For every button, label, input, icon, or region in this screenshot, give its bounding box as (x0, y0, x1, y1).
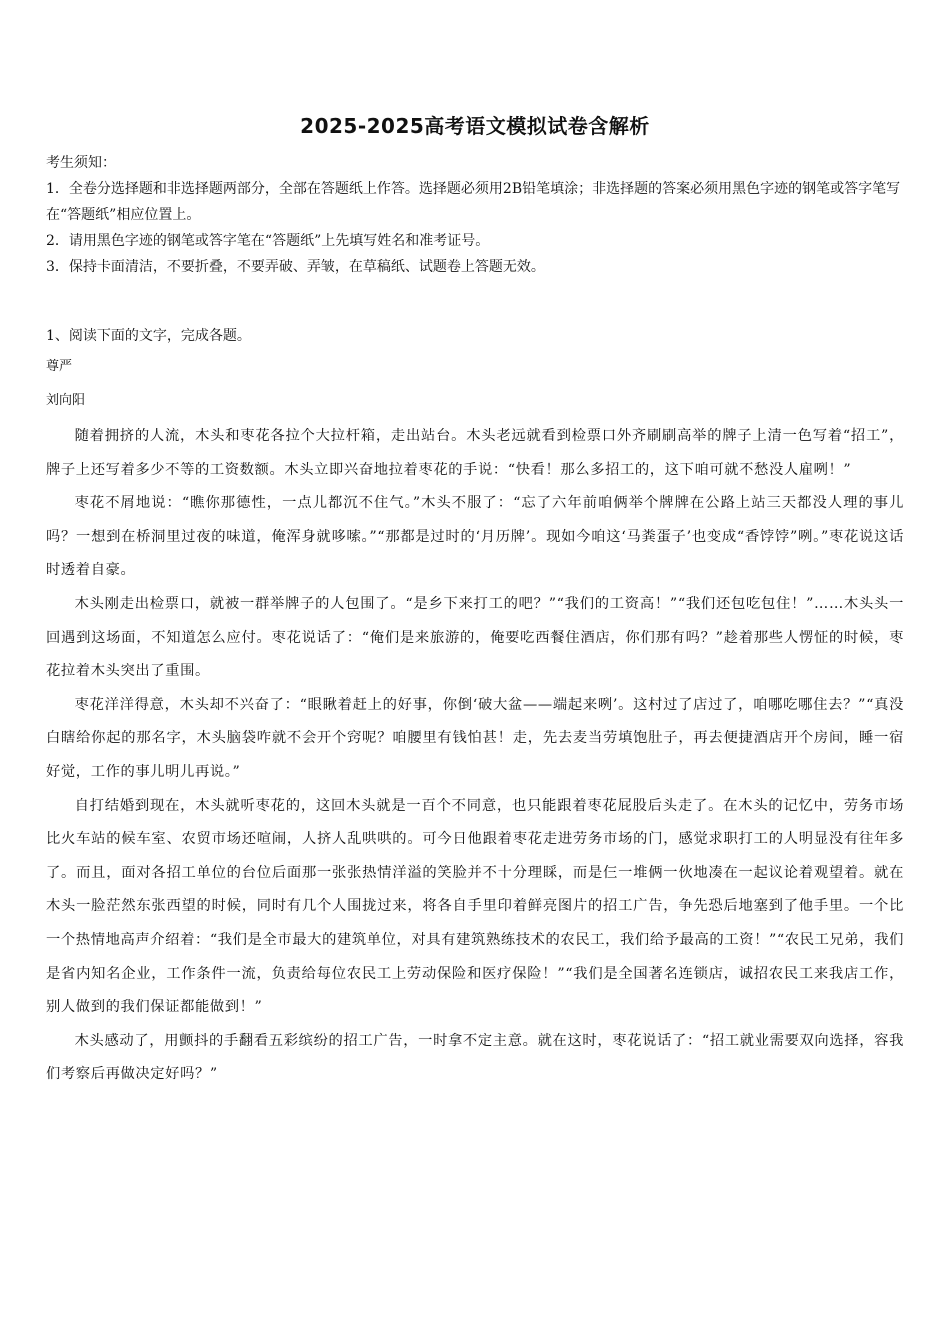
article-paragraph: 枣花洋洋得意，木头却不兴奋了：“眼瞅着赶上的好事，你倒‘破大盆——端起来咧’。这村过了店过了，咱哪吃哪住去？”“真没白瞎给你起的那名字，木头脑袋咋就不会开个窍呢？咱腰里有钱怕甚！走，先去麦当劳填饱肚子，再去便捷酒店开个房间，睡一宿好觉，工作的事儿明儿再说。” (46, 696, 904, 780)
article-paragraph: 木头感动了，用颤抖的手翻看五彩缤纷的招工广告，一时拿不定主意。就在这时，枣花说话了：“招工就业需要双向选择，容我们考察后再做决定好吗？” (46, 1032, 904, 1083)
page-title: 2025-2025高考语文模拟试卷含解析 (300, 114, 650, 138)
question-section (46, 322, 906, 418)
article-author: 刘向阳 (46, 393, 86, 408)
notice-item: 1．全卷分选择题和非选择题两部分，全部在答题纸上作答。选择题必须用2B铅笔填涂；非选择题的答案必须用黑色字迹的钢笔或答字笔写在“答题纸”相应位置上。 (46, 181, 901, 223)
question-prompt: 1、阅读下面的文字，完成各题。 (46, 328, 251, 344)
article-paragraph: 自打结婚到现在，木头就听枣花的，这回木头就是一百个不同意，也只能跟着枣花屁股后头走了。在木头的记忆中，劳务市场比火车站的候车室、农贸市场还喧闹，人挤人乱哄哄的。可今日他跟着枣花走进劳务市场的门，感觉求职打工的人明显没有往年多了。而且，面对各招工单位的台位后面那一张张热情洋溢的笑脸并不十分理睬，而是仨一堆俩一伙地凑在一起议论着观望着。就在木头一脸茫然东张西望的时候，同时有几个人围拢过来，将各自手里印着鲜亮图片的招工广告，争先恐后地塞到了他手里。一个比一个热情地高声介绍着：“我们是全市最大的建筑单位，对具有建筑熟练技术的农民工，我们给予最高的工资！”“农民工兄弟，我们是省内知名企业，工作条件一流，负责给每位农民工上劳动保险和医疗保险！”“我们是全国著名连锁店，诚招农民工来我店工作，别人做到的我们保证都能做到！” (46, 797, 904, 1016)
article-paragraph: 枣花不屑地说：“瞧你那德性，一点儿都沉不住气。”木头不服了：“忘了六年前咱俩举个牌牌在公路上站三天都没人理的事儿吗？一想到在桥洞里过夜的味道，俺浑身就哆嗦。”“那都是过时的‘月历牌’。现如今咱这‘马粪蛋子’也变成“香饽饽”咧。”枣花说这话时透着自豪。 (46, 495, 904, 579)
exam-notice (46, 150, 906, 280)
notice-item: 2．请用黑色字迹的钢笔或答字笔在“答题纸”上先填写姓名和准考证号。 (46, 233, 490, 249)
notice-heading: 考生须知： (46, 155, 116, 171)
notice-item: 3．保持卡面清洁，不要折叠，不要弄破、弄皱，在草稿纸、试题卷上答题无效。 (46, 259, 545, 275)
article-body (46, 420, 904, 1092)
article-paragraph: 随着拥挤的人流，木头和枣花各拉个大拉杆箱，走出站台。木头老远就看到检票口外齐刷刷高举的牌子上清一色写着“招工”，牌子上还写着多少不等的工资数额。木头立即兴奋地拉着枣花的手说：“快看！那么多招工的，这下咱可就不愁没人雇咧！” (46, 428, 904, 478)
article-paragraph: 木头刚走出检票口，就被一群举牌子的人包围了。“是乡下来打工的吧？”“我们的工资高！”“我们还包吃包住！”……木头头一回遇到这场面，不知道怎么应付。枣花说话了：“俺们是来旅游的，俺要吃西餐住酒店，你们那有吗？”趁着那些人愣怔的时候，枣花拉着木头突出了重围。 (46, 595, 904, 680)
article-title: 尊严 (46, 359, 73, 374)
